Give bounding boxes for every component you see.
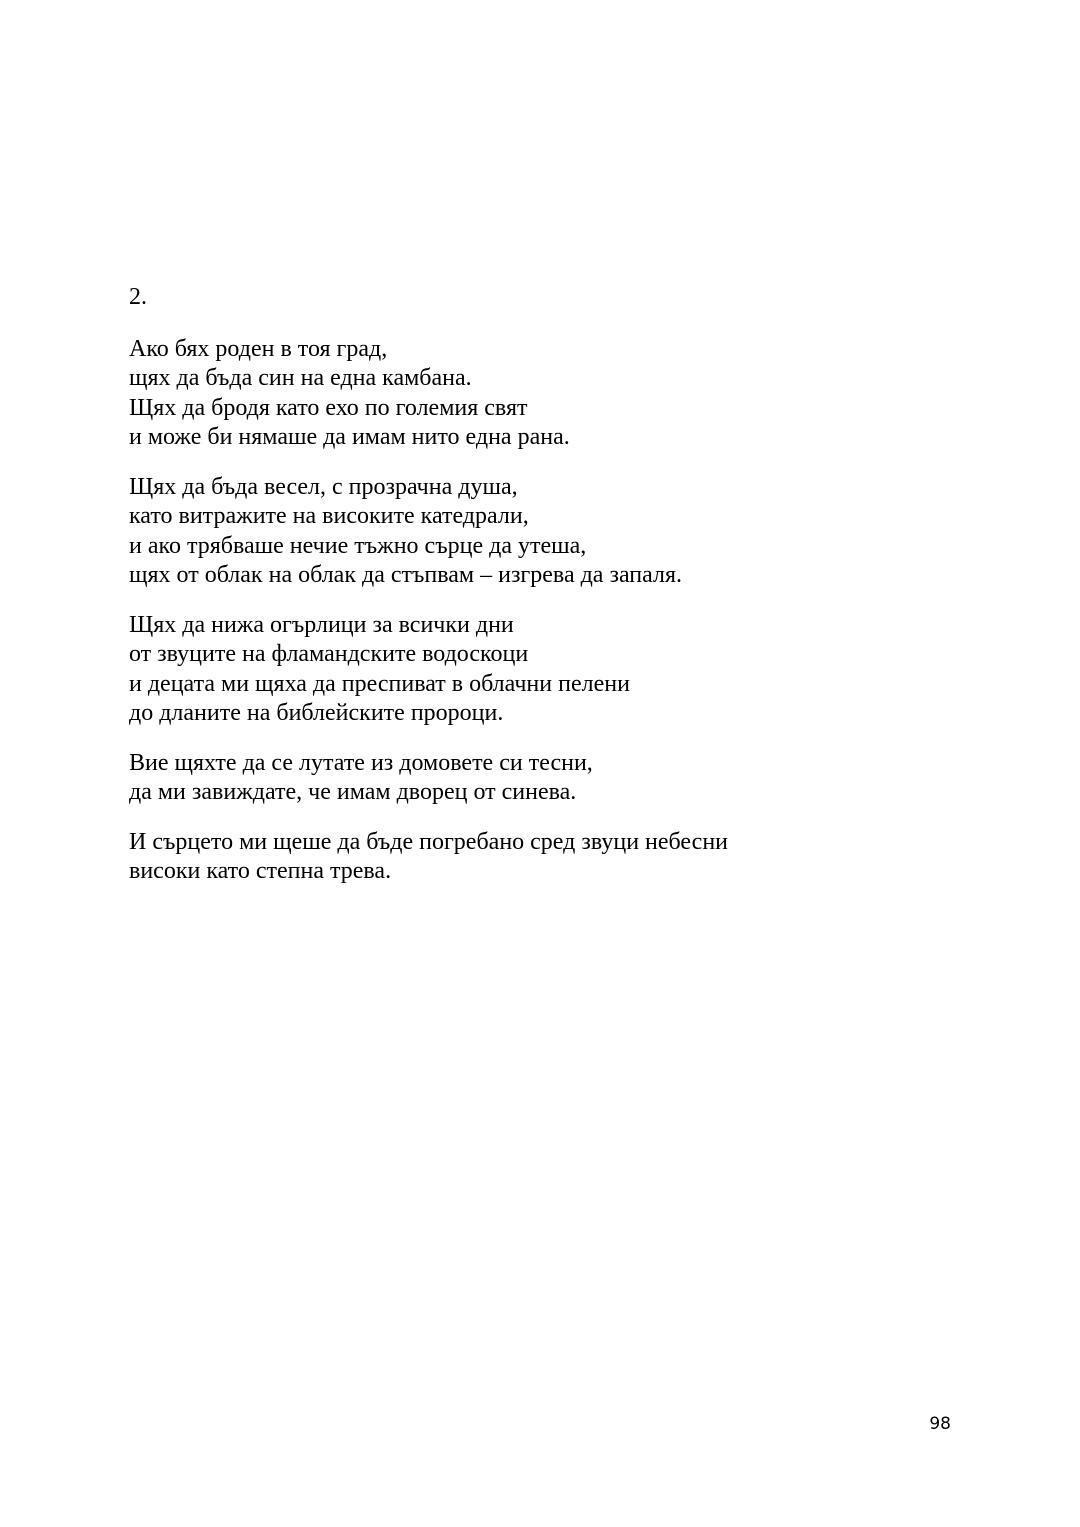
poem-line: Ако бях роден в тоя град,	[129, 336, 388, 362]
stanza-5	[129, 828, 728, 887]
poem-line: И сърцето ми щеше да бъде погребано сред звуци небесни	[129, 829, 729, 855]
poem-line: и може би нямаше да имам нито една рана.	[129, 423, 570, 450]
poem-line: щях да бъда син на една камбана.	[129, 365, 472, 392]
poem-line: до дланите на библейските пророци.	[129, 699, 504, 726]
poem-line: да ми завиждате, че имам дворец от синева.	[129, 779, 577, 806]
poem-line: Щях да бъда весел, с прозрачна душа,	[129, 474, 518, 500]
poem-number: 2.	[129, 284, 147, 310]
poem-line: щях от облак на облак да стъпвам – изгрева да запаля.	[129, 561, 682, 588]
poem-line: като витражите на високите катедрали,	[129, 503, 529, 530]
poem-line: и ако трябваше нечие тъжно сърце да утеша,	[129, 532, 587, 559]
poem-line: и децата ми щяха да преспиват в облачни пелени	[129, 670, 630, 697]
stanza-4	[129, 749, 593, 808]
poem-line: от звуците на фламандските водоскоци	[129, 641, 529, 668]
stanza-3	[129, 611, 630, 728]
stanza-1	[129, 335, 570, 452]
page-number: 98	[929, 1414, 951, 1434]
poem-line: високи като степна трева.	[129, 858, 392, 885]
poem-line: Щях да бродя като ехо по големия свят	[129, 394, 528, 421]
poem-line: Вие щяхте да се лутате из домовете си тесни,	[129, 750, 593, 776]
stanza-2	[129, 473, 682, 590]
poem-line: Щях да нижа огърлици за всички дни	[129, 612, 514, 638]
